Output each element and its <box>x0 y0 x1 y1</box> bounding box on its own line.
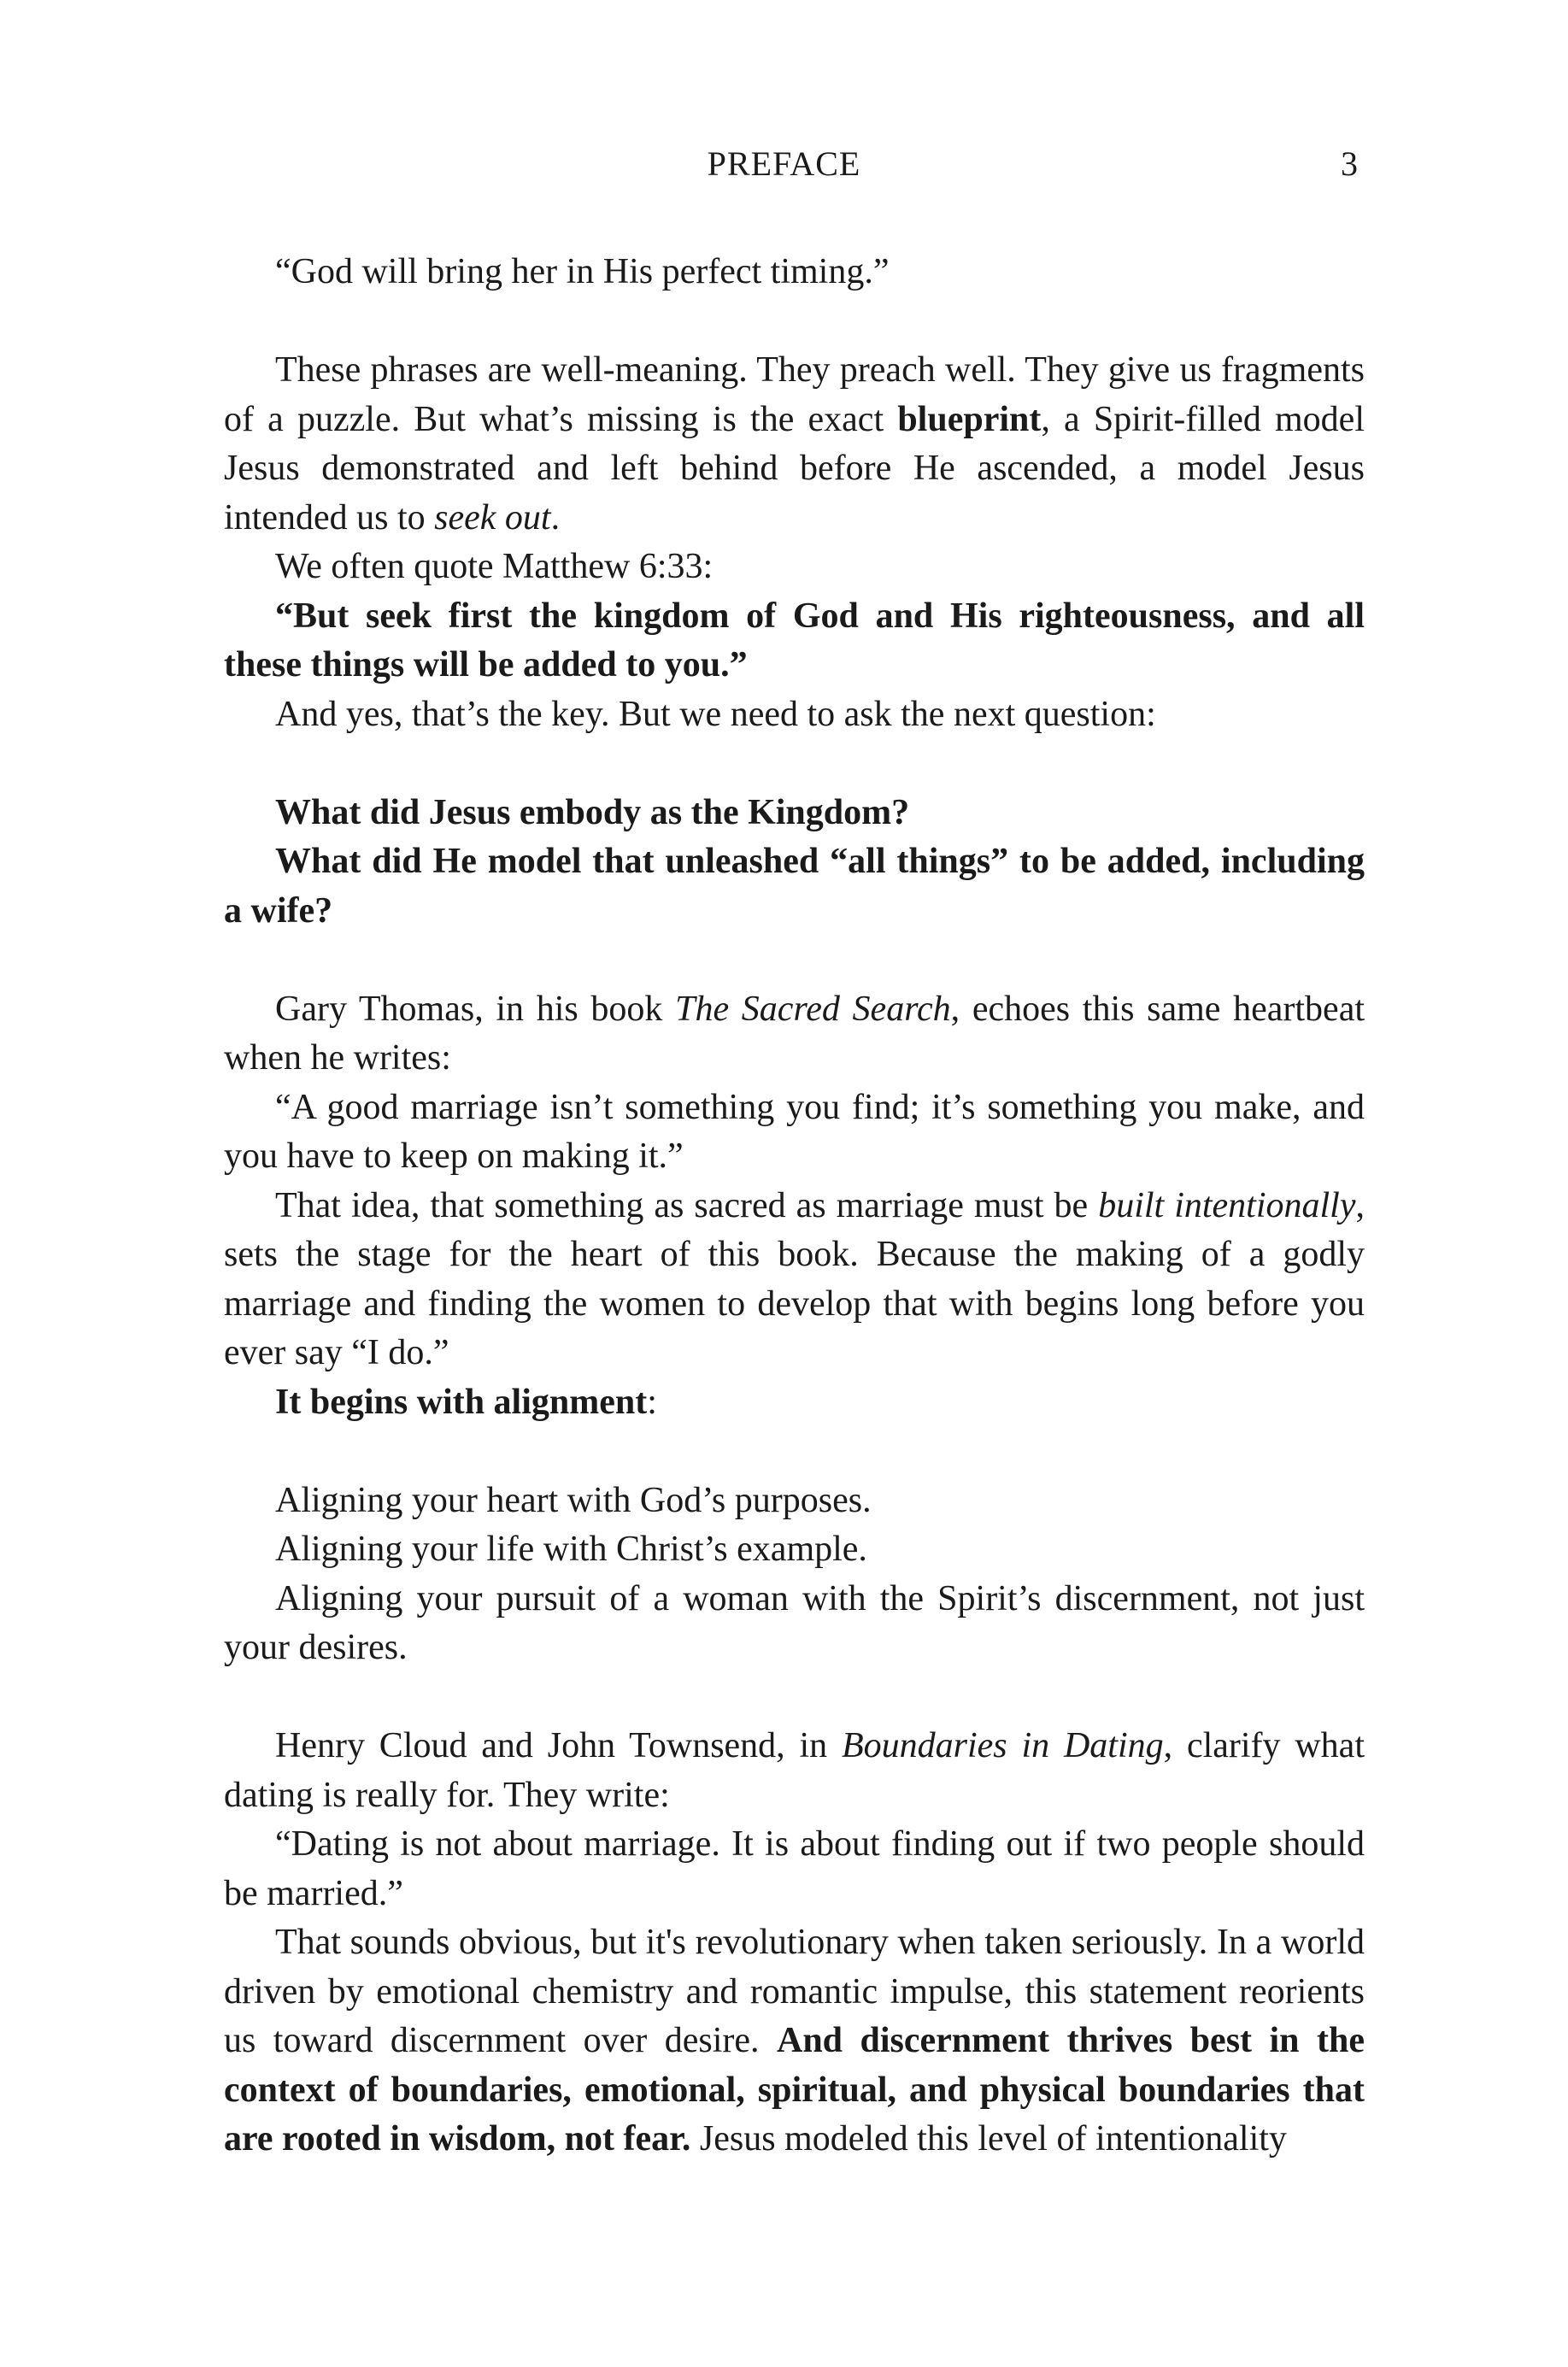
quote-paragraph: “God will bring her in His perfect timing.” <box>275 252 890 291</box>
paragraph <box>224 1378 1365 1428</box>
book-title: Boundaries in Dating <box>841 1726 1164 1765</box>
text-run: These phrases are well-meaning. They preach well. They give us fragments of a puzzle. But what’s missing is the exact <box>224 350 1365 439</box>
text-run: , sets the stage for the heart of this book. Because the making of a godly marriage and finding the women to develop that with begins long before you ever say “I do.” <box>224 1185 1365 1372</box>
paragraph <box>224 1918 1365 2164</box>
book-title: The Sacred Search <box>675 989 951 1029</box>
list-line: Aligning your pursuit of a woman with the Spirit’s discernment, not just your desires. <box>224 1578 1365 1667</box>
text-run: : <box>647 1382 657 1422</box>
bold-text: What did Jesus embody as the Kingdom? <box>275 792 910 832</box>
paragraph <box>224 985 1365 1084</box>
text-run: Gary Thomas, in his book <box>275 989 676 1029</box>
running-title: PREFACE <box>707 144 861 183</box>
paragraph: And yes, that’s the key. But we need to ask the next question: <box>275 694 1156 734</box>
question <box>224 789 1365 838</box>
bold-text: And discernment thrives best in the context of boundaries, emotional, spiritual, and physical boundaries that are rooted in wisdom, not fear. <box>224 2021 1365 2158</box>
bold-text: It begins with alignment <box>275 1382 648 1422</box>
text-run: , echoes this same heartbeat when he writes: <box>224 989 1365 1078</box>
body-text <box>224 248 1365 2164</box>
bold-text: What did He model that unleashed “all things” to be added, including a wife? <box>224 842 1365 931</box>
text-run: , clarify what dating is really for. They write: <box>224 1726 1365 1815</box>
quote-paragraph: “Dating is not about marriage. It is about finding out if two people should be married.” <box>224 1824 1365 1913</box>
paragraph <box>224 1722 1365 1820</box>
list-line: Aligning your heart with God’s purposes. <box>275 1480 872 1520</box>
paragraph <box>224 346 1365 543</box>
bold-text: blueprint <box>897 399 1042 439</box>
text-run: . <box>550 497 561 537</box>
text-run: That sounds obvious, but it's revolutionary when taken seriously. In a world driven by emotional chemistry and romantic impulse, this statement reorients us toward discernment over desire. <box>224 1923 1365 2060</box>
text-run: , a Spirit-filled model Jesus demonstrated and left behind before He ascended, a model Jesus intended us to <box>224 399 1365 537</box>
text-run: Jesus modeled this level of intentionality <box>690 2119 1287 2158</box>
text-run: Henry Cloud and John Townsend, in <box>275 1726 842 1765</box>
bold-text: “But seek first the kingdom of God and His righteousness, and all these things will be added to you.” <box>224 596 1365 684</box>
paragraph <box>224 1182 1365 1378</box>
list-line: Aligning your life with Christ’s example. <box>275 1530 867 1569</box>
text-run: That idea, that something as sacred as marriage must be <box>275 1185 1099 1225</box>
italic-text: built intentionally <box>1098 1185 1356 1225</box>
italic-text: seek out <box>434 497 551 537</box>
paragraph: We often quote Matthew 6:33: <box>275 547 714 586</box>
quote-paragraph: “A good marriage isn’t something you find; it’s something you make, and you have to keep on making it.” <box>224 1087 1365 1176</box>
question <box>224 837 1365 936</box>
page-number: 3 <box>1341 144 1358 183</box>
scripture-quote <box>224 592 1365 690</box>
